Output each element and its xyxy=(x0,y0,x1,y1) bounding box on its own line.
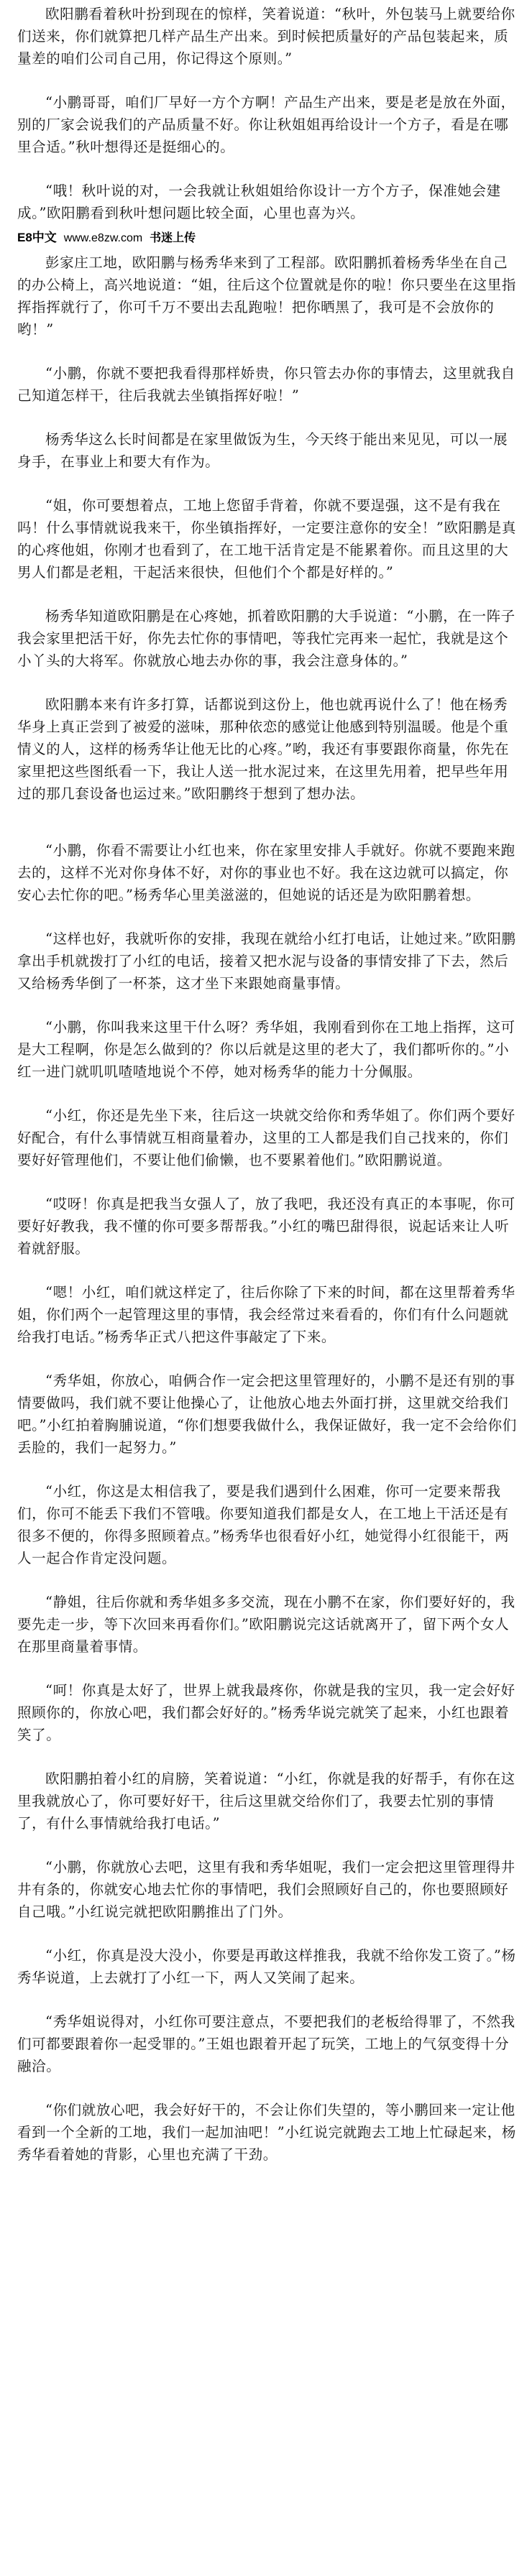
paragraph: “呵！你真是太好了，世界上就我最疼你，你就是我的宝贝，我一定会好好照顾你的，你放心吧，我们都会好好的。”杨秀华说完就笑了起来，小红也跟着笑了。 xyxy=(17,1682,515,1743)
paragraph: “小鹏哥哥，咱们厂早好一方个方啊！产品生产出来，要是老是放在外面，别的厂家会说我们的产品质量不好。你让秋姐姐再给设计一个方子，看是在哪里合适。”秋叶想得还是挺细心的。 xyxy=(17,94,515,155)
paragraph: 彭家庄工地，欧阳鹏与杨秀华来到了工程部。欧阳鹏抓着杨秀华坐在自己的办公椅上，高兴地说道：“姐，往后这个位置就是你的啦！你只要坐在这里指挥指挥就行了，你可千万不要出去乱跑啦！把你晒黑了，我可是不会放你的哟！” xyxy=(17,254,516,338)
paragraph: 欧阳鹏看着秋叶扮到现在的惊样，笑着说道：“秋叶，外包装马上就要给你们送来，你们就算把几样产品生产出来。到时候把质量好的产品包装起来，质量差的咱们公司自己用，你记得这个原则。” xyxy=(17,6,515,67)
paragraph: “秀华姐，你放心，咱俩合作一定会把这里管理好的，小鹏不是还有别的事情要做吗，我们就不要让他操心了，让他放心地去外面打拼，这里就交给我们吧。”小红拍着胸脯说道，“你们想要我做什么，我保证做好，我一定不会给你们丢脸的，我们一起努力。” xyxy=(17,1372,517,1456)
paragraph: 欧阳鹏本来有许多打算，话都说到这份上，他也就再说什么了！他在杨秀华身上真正尝到了被爱的滋味，那种依恋的感觉让他感到特别温暖。他是个重情义的人，这样的杨秀华让他无比的心疼。”哟，我还有事要跟你商量，你先在家里把这些图纸看一下，我让人送一批水泥过来，在这里先用着，把早些年用过的那几套设备也运过来。”欧阳鹏终于想到了想办法。 xyxy=(17,696,510,802)
paragraph: “小鹏，你叫我来这里干什么呀？秀华姐，我刚看到你在工地上指挥，这可是大工程啊，你是怎么做到的？你以后就是这里的老大了，我们都听你的。”小红一进门就叽叽喳喳地说个不停，她对杨秀华的能力十分佩服。 xyxy=(17,1019,515,1080)
watermark-url: www.e8zw.com xyxy=(63,232,143,244)
paragraph: “秀华姐说得对，小红你可要注意点，不要把我们的老板给得罪了，不然我们可都要跟着你一起受罪的。”王姐也跟着开起了玩笑，工地上的气氛变得十分融洽。 xyxy=(17,2013,515,2074)
watermark-brand: E8中文 xyxy=(17,231,57,244)
paragraph: “小红，你真是没大没小，你要是再敢这样推我，我就不给你发工资了。”杨秀华说道，上去就打了小红一下，两人又笑闹了起来。 xyxy=(17,1947,516,1986)
paragraph: “小鹏，你就放心去吧，这里有我和秀华姐呢，我们一定会把这里管理得井井有条的，你就安心地去忙你的事情吧，我们会照顾好自己的，你也要照顾好自己哦。”小红说完就把欧阳鹏推出了门外。 xyxy=(17,1859,515,1920)
paragraph: “姐，你可要想着点，工地上您留手背着，你就不要逞强，这不是有我在吗！什么事情就说我来干，你坐镇指挥好，一定要注意你的安全！”欧阳鹏是真的心疼他姐，你刚才也看到了，在工地干活肯定是不能累着你。而且这里的大男人们都是老粗，干起活来很快，但他们个个都是好样的。” xyxy=(17,497,516,581)
paragraph: “小红，你这是太相信我了，要是我们遇到什么困难，你可一定要来帮我们，你可不能丢下我们不管哦。你要知道我们都是女人，在工地上干活还是有很多不便的，你得多照顾着点。”杨秀华也很看好小红，她觉得小红很能干，两人一起合作肯定没问题。 xyxy=(17,1483,510,1566)
site-watermark xyxy=(17,228,519,247)
paragraph: “小鹏，你就不要把我看得那样娇贵，你只管去办你的事情去，这里就我自己知道怎样干，往后我就去坐镇指挥好啦！” xyxy=(17,365,515,404)
paragraph: “这样也好，我就听你的安排，我现在就给小红打电话，让她过来。”欧阳鹏拿出手机就拨打了小红的电话，接着又把水泥与设备的事情安排了下去，然后又给杨秀华倒了一杯茶，这才坐下来跟她商量事情。 xyxy=(17,931,516,992)
paragraph: “静姐，往后你就和秀华姐多多交流，现在小鹏不在家，你们要好好的，我要先走一步，等下次回来再看你们。”欧阳鹏说完这话就离开了，留下两个女人在那里商量着事情。 xyxy=(17,1594,515,1655)
paragraph: “哦！秋叶说的对，一会我就让秋姐姐给你设计一方个方子，保准她会建成。”欧阳鹏看到秋叶想问题比较全面，心里也喜为兴。 xyxy=(17,183,501,221)
paragraph: “小鹏，你看不需要让小红也来，你在家里安排人手就好。你就不要跑来跑去的，这样不光对你身体不好，对你的事业也不好。我在这边就可以搞定，你安心去忙你的吧。”杨秀华心里美滋滋的，但她说的话还是为欧阳鹏着想。 xyxy=(17,842,515,903)
watermark-slogan: 书迷上传 xyxy=(150,232,196,244)
paragraph: 杨秀华知道欧阳鹏是在心疼她，抓着欧阳鹏的大手说道：“小鹏，在一阵子我会家里把活干好，你先去忙你的事情吧，等我忙完再来一起忙，我就是这个小丫头的大将军。你就放心地去办你的事，我会注意身体的。” xyxy=(17,608,515,669)
paragraph: 杨秀华这么长时间都是在家里做饭为生，今天终于能出来见见，可以一展身手，在事业上和要大有作为。 xyxy=(17,431,508,470)
paragraph: “小红，你还是先坐下来，往后这一块就交给你和秀华姐了。你们两个要好好配合，有什么事情就互相商量着办，这里的工人都是我们自己找来的，你们要好好管理他们，不要让他们偷懒，也不要累着他们。”欧阳鹏说道。 xyxy=(17,1107,515,1168)
paragraph: “哎呀！你真是把我当女强人了，放了我吧，我还没有真正的本事呢，你可要好好教我，我不懂的你可要多帮帮我。”小红的嘴巴甜得很，说起话来让人听着就舒服。 xyxy=(17,1196,515,1257)
paragraph: “嗯！小红，咱们就这样定了，往后你除了下来的时间，都在这里帮着秀华姐，你们两个一起管理这里的事情，我会经常过来看看的，你们有什么问题就给我打电话。”杨秀华正式八把这件事敲定了下来。 xyxy=(17,1284,515,1345)
paragraph: “你们就放心吧，我会好好干的，不会让你们失望的，等小鹏回来一定让他看到一个全新的工地，我们一起加油吧！”小红说完就跑去工地上忙碌起来，杨秀华看着她的背影，心里也充满了干劲。 xyxy=(17,2102,516,2163)
paragraph: 欧阳鹏拍着小红的肩膀，笑着说道：“小红，你就是我的好帮手，有你在这里我就放心了，你可要好好干，往后这里就交给你们了，我要去忙别的事情了，有什么事情就给我打电话。” xyxy=(17,1771,515,1832)
